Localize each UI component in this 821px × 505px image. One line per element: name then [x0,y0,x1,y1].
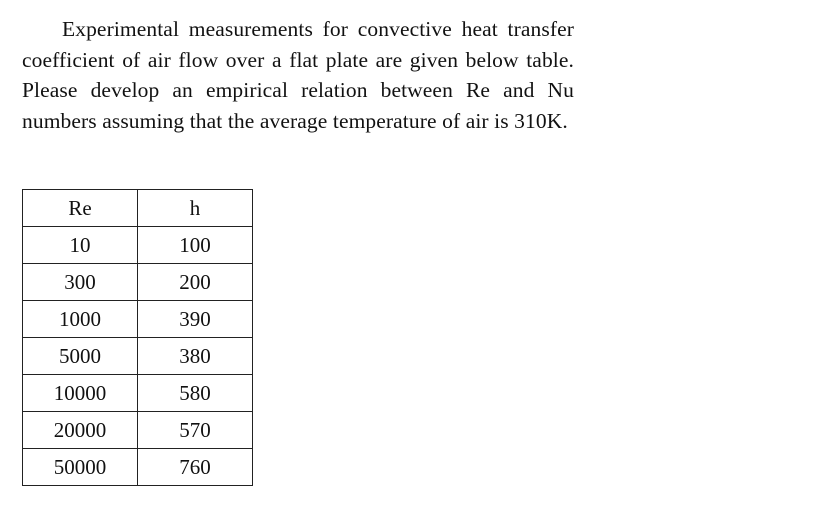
table-row [23,301,253,338]
re-cell: 5000 [23,338,138,375]
column-header-re: Re [23,190,138,227]
column-header-h: h [138,190,253,227]
re-cell: 50000 [23,449,138,486]
table-row [23,449,253,486]
re-cell: 1000 [23,301,138,338]
h-cell: 390 [138,301,253,338]
data-table [22,189,253,486]
table-row [23,338,253,375]
h-cell: 100 [138,227,253,264]
h-cell: 380 [138,338,253,375]
re-cell: 300 [23,264,138,301]
re-cell: 10000 [23,375,138,412]
h-cell: 200 [138,264,253,301]
table-row [23,227,253,264]
re-cell: 20000 [23,412,138,449]
h-cell: 760 [138,449,253,486]
re-cell: 10 [23,227,138,264]
table-header-row [23,190,253,227]
problem-statement: Experimental measurements for convective heat transfer coefficient of air flow over a flat plate are given below table. Please develop an empirical relation between Re and Nu numbers assuming that the average temperature of air is 310K. [22,17,574,133]
table-row [23,264,253,301]
h-cell: 570 [138,412,253,449]
table-row [23,412,253,449]
h-cell: 580 [138,375,253,412]
table-row [23,375,253,412]
